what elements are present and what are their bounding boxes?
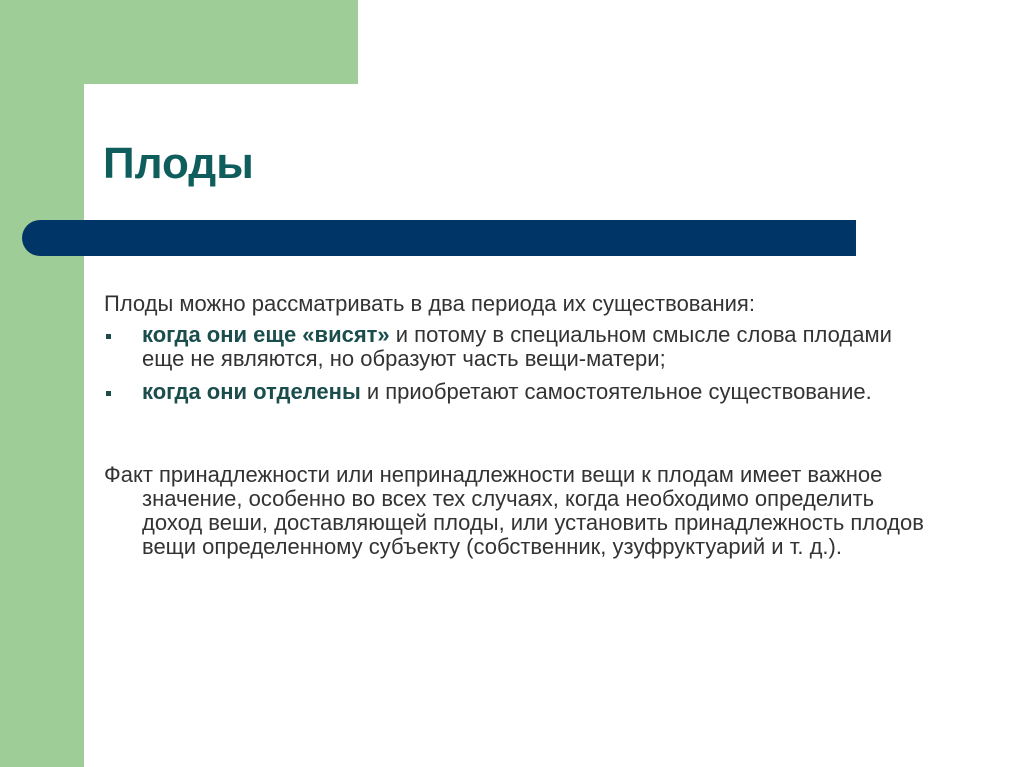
bullet-text: и приобретают самостоятельное существование. — [360, 379, 872, 404]
square-bullet-icon — [106, 334, 111, 339]
bullet-item — [104, 323, 924, 371]
bullet-text: и потому в специальном смысле слова плодами еще не являются, но образуют часть вещи-матери; — [142, 322, 892, 371]
paragraph-text: Факт принадлежности или непринадлежности вещи к плодам имеет важное значение, особенно во всех тех случаях, когда необходимо определить доход веши, доставляющей плоды, или установить принадлежность плодов вещи определенному субъекту (собственник, узуфруктуарий и т. д.). — [104, 462, 924, 559]
slide-body — [104, 292, 924, 559]
bullet-bold-text: когда они еще «висят» — [142, 322, 390, 347]
slide-title: Плоды — [103, 139, 254, 188]
bullet-list — [104, 323, 924, 404]
bullet-bold-text: когда они отделены — [142, 379, 361, 404]
decor-green-top — [84, 0, 358, 84]
intro-text: Плоды можно рассматривать в два периода их существования: — [104, 291, 755, 316]
title-underline-bar — [22, 220, 856, 256]
spacer — [104, 413, 924, 463]
decor-green-left — [0, 0, 84, 767]
bullet-item — [104, 380, 924, 404]
square-bullet-icon — [106, 391, 111, 396]
